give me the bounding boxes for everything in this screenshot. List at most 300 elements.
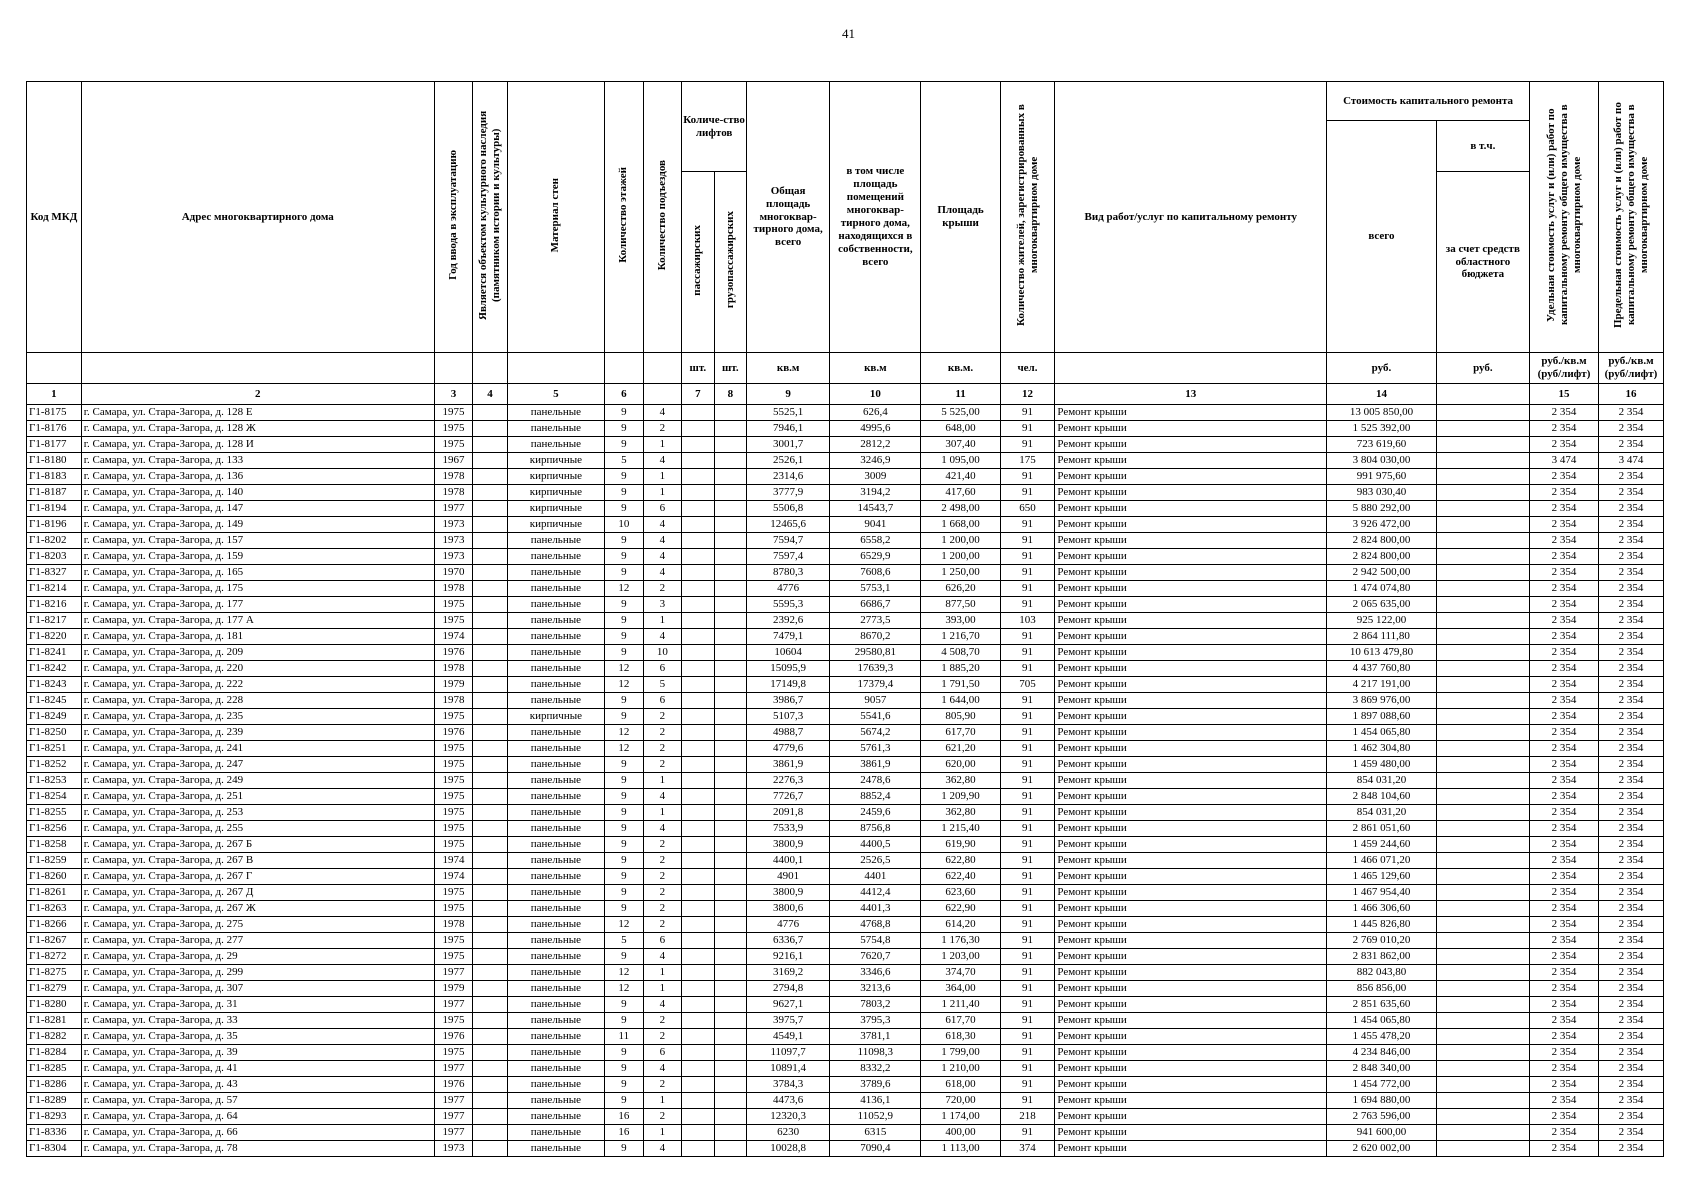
table-header <box>27 82 1664 405</box>
cell-unit-cost: 2 354 <box>1530 965 1599 981</box>
cell-roof-area: 417,60 <box>921 485 1000 501</box>
cell-address: г. Самара, ул. Стара-Загора, д. 128 Ж <box>81 421 434 437</box>
cell-area-total: 3975,7 <box>747 1013 830 1029</box>
cell-lifts-cargo <box>714 565 746 581</box>
cell-roof-area: 620,00 <box>921 757 1000 773</box>
header-lifts-passenger <box>682 172 714 353</box>
cell-roof-area: 1 885,20 <box>921 661 1000 677</box>
cell-address: г. Самара, ул. Стара-Загора, д. 43 <box>81 1077 434 1093</box>
cell-entrances: 6 <box>643 501 682 517</box>
table-row <box>27 1029 1664 1045</box>
cell-address: г. Самара, ул. Стара-Загора, д. 64 <box>81 1109 434 1125</box>
cell-area-owned: 17379,4 <box>830 677 921 693</box>
cell-entrances: 4 <box>643 629 682 645</box>
cell-floors: 16 <box>605 1109 644 1125</box>
cell-residents: 91 <box>1000 1077 1055 1093</box>
cell-work-type: Ремонт крыши <box>1055 1013 1327 1029</box>
table-row <box>27 645 1664 661</box>
unit-max-cost: руб./кв.м (руб/лифт) <box>1598 353 1663 384</box>
cell-lifts-passenger <box>682 965 714 981</box>
cell-cost-total: 1 465 129,60 <box>1327 869 1437 885</box>
repair-register-table <box>26 81 1664 1157</box>
cell-lifts-cargo <box>714 1077 746 1093</box>
cell-residents: 91 <box>1000 693 1055 709</box>
cell-lifts-passenger <box>682 789 714 805</box>
cell-heritage <box>473 821 507 837</box>
cell-cost-total: 1 455 478,20 <box>1327 1029 1437 1045</box>
cell-lifts-passenger <box>682 997 714 1013</box>
cell-cost-total: 1 694 880,00 <box>1327 1093 1437 1109</box>
cell-heritage <box>473 549 507 565</box>
cell-max-cost: 2 354 <box>1598 517 1663 533</box>
cell-code: Г1-8282 <box>27 1029 82 1045</box>
cell-area-total: 11097,7 <box>747 1045 830 1061</box>
column-number: 6 <box>605 384 644 405</box>
cell-work-type: Ремонт крыши <box>1055 1141 1327 1157</box>
cell-lifts-passenger <box>682 725 714 741</box>
cell-year: 1975 <box>434 597 473 613</box>
cell-max-cost: 2 354 <box>1598 933 1663 949</box>
cell-heritage <box>473 741 507 757</box>
cell-code: Г1-8285 <box>27 1061 82 1077</box>
cell-floors: 9 <box>605 885 644 901</box>
cell-work-type: Ремонт крыши <box>1055 1109 1327 1125</box>
cell-roof-area: 619,90 <box>921 837 1000 853</box>
cell-area-total: 7726,7 <box>747 789 830 805</box>
cell-roof-area: 622,80 <box>921 853 1000 869</box>
cell-area-owned: 8670,2 <box>830 629 921 645</box>
cell-year: 1974 <box>434 629 473 645</box>
cell-lifts-passenger <box>682 437 714 453</box>
cell-max-cost: 2 354 <box>1598 757 1663 773</box>
cell-lifts-passenger <box>682 837 714 853</box>
cell-lifts-passenger <box>682 757 714 773</box>
cell-lifts-cargo <box>714 1029 746 1045</box>
cell-area-owned: 6529,9 <box>830 549 921 565</box>
header-unit-cost-label: Удельная стоимость услуг и (или) работ по капитальному ремонту общего имущества в многоквартирном доме <box>1544 104 1583 326</box>
header-cost-incl: в т.ч. <box>1436 121 1529 172</box>
cell-area-total: 4400,1 <box>747 853 830 869</box>
cell-cost-total: 1 459 244,60 <box>1327 837 1437 853</box>
cell-cost-regional <box>1436 917 1529 933</box>
cell-wall-material: панельные <box>507 805 604 821</box>
cell-cost-regional <box>1436 693 1529 709</box>
cell-code: Г1-8249 <box>27 709 82 725</box>
cell-entrances: 1 <box>643 485 682 501</box>
cell-floors: 9 <box>605 1077 644 1093</box>
cell-area-owned: 11098,3 <box>830 1045 921 1061</box>
column-number: 14 <box>1327 384 1437 405</box>
cell-cost-total: 1 474 074,80 <box>1327 581 1437 597</box>
column-number: 5 <box>507 384 604 405</box>
cell-cost-regional <box>1436 501 1529 517</box>
cell-floors: 9 <box>605 1141 644 1157</box>
cell-work-type: Ремонт крыши <box>1055 405 1327 421</box>
cell-roof-area: 4 508,70 <box>921 645 1000 661</box>
cell-floors: 11 <box>605 1029 644 1045</box>
unit-cell <box>81 353 434 384</box>
cell-max-cost: 2 354 <box>1598 853 1663 869</box>
cell-unit-cost: 2 354 <box>1530 837 1599 853</box>
cell-cost-regional <box>1436 533 1529 549</box>
cell-unit-cost: 2 354 <box>1530 933 1599 949</box>
cell-cost-regional <box>1436 1061 1529 1077</box>
cell-heritage <box>473 469 507 485</box>
cell-residents: 91 <box>1000 885 1055 901</box>
cell-floors: 9 <box>605 773 644 789</box>
cell-unit-cost: 2 354 <box>1530 789 1599 805</box>
cell-work-type: Ремонт крыши <box>1055 1061 1327 1077</box>
cell-cost-total: 723 619,60 <box>1327 437 1437 453</box>
cell-roof-area: 393,00 <box>921 613 1000 629</box>
cell-roof-area: 364,00 <box>921 981 1000 997</box>
header-roof-area: Площадь крыши <box>921 82 1000 353</box>
header-cost-total: всего <box>1327 121 1437 353</box>
cell-max-cost: 2 354 <box>1598 773 1663 789</box>
cell-floors: 5 <box>605 453 644 469</box>
cell-entrances: 6 <box>643 1045 682 1061</box>
cell-area-total: 12465,6 <box>747 517 830 533</box>
cell-entrances: 2 <box>643 917 682 933</box>
cell-area-owned: 4412,4 <box>830 885 921 901</box>
cell-max-cost: 2 354 <box>1598 1141 1663 1157</box>
cell-cost-total: 4 234 846,00 <box>1327 1045 1437 1061</box>
cell-max-cost: 2 354 <box>1598 1077 1663 1093</box>
cell-cost-total: 13 005 850,00 <box>1327 405 1437 421</box>
cell-area-total: 6230 <box>747 1125 830 1141</box>
cell-roof-area: 307,40 <box>921 437 1000 453</box>
cell-roof-area: 1 095,00 <box>921 453 1000 469</box>
cell-max-cost: 2 354 <box>1598 917 1663 933</box>
cell-work-type: Ремонт крыши <box>1055 1077 1327 1093</box>
cell-heritage <box>473 917 507 933</box>
cell-wall-material: кирпичные <box>507 469 604 485</box>
cell-heritage <box>473 1077 507 1093</box>
cell-floors: 9 <box>605 533 644 549</box>
cell-code: Г1-8253 <box>27 773 82 789</box>
cell-max-cost: 2 354 <box>1598 1109 1663 1125</box>
cell-address: г. Самара, ул. Стара-Загора, д. 251 <box>81 789 434 805</box>
cell-lifts-passenger <box>682 741 714 757</box>
cell-wall-material: панельные <box>507 565 604 581</box>
cell-heritage <box>473 1093 507 1109</box>
table-body <box>27 405 1664 1157</box>
cell-heritage <box>473 1125 507 1141</box>
cell-cost-regional <box>1436 565 1529 581</box>
cell-entrances: 4 <box>643 565 682 581</box>
cell-area-owned: 5674,2 <box>830 725 921 741</box>
cell-cost-total: 2 942 500,00 <box>1327 565 1437 581</box>
cell-wall-material: панельные <box>507 581 604 597</box>
cell-cost-total: 1 467 954,40 <box>1327 885 1437 901</box>
cell-lifts-cargo <box>714 1045 746 1061</box>
cell-floors: 9 <box>605 693 644 709</box>
cell-area-owned: 2459,6 <box>830 805 921 821</box>
cell-wall-material: панельные <box>507 533 604 549</box>
header-residents-label: Количество жителей, зарегистрированных в многоквартирном доме <box>1014 104 1040 326</box>
cell-max-cost: 2 354 <box>1598 629 1663 645</box>
cell-heritage <box>473 725 507 741</box>
cell-cost-total: 10 613 479,80 <box>1327 645 1437 661</box>
cell-address: г. Самара, ул. Стара-Загора, д. 181 <box>81 629 434 645</box>
cell-code: Г1-8251 <box>27 741 82 757</box>
cell-cost-regional <box>1436 613 1529 629</box>
cell-lifts-passenger <box>682 869 714 885</box>
cell-address: г. Самара, ул. Стара-Загора, д. 239 <box>81 725 434 741</box>
cell-address: г. Самара, ул. Стара-Загора, д. 128 И <box>81 437 434 453</box>
cell-entrances: 2 <box>643 885 682 901</box>
header-lifts-cargo-label: грузопассажирских <box>723 211 736 309</box>
cell-lifts-cargo <box>714 1141 746 1157</box>
cell-wall-material: панельные <box>507 837 604 853</box>
cell-heritage <box>473 517 507 533</box>
cell-cost-total: 991 975,60 <box>1327 469 1437 485</box>
cell-lifts-cargo <box>714 453 746 469</box>
column-number: 10 <box>830 384 921 405</box>
cell-work-type: Ремонт крыши <box>1055 629 1327 645</box>
cell-cost-total: 1 459 480,00 <box>1327 757 1437 773</box>
cell-lifts-cargo <box>714 469 746 485</box>
cell-address: г. Самара, ул. Стара-Загора, д. 228 <box>81 693 434 709</box>
header-unit-cost <box>1530 82 1599 353</box>
header-max-cost-label: Предельная стоимость услуг и (или) работ по капитальному ремонту общего имущества в многоквартирном доме <box>1611 102 1650 328</box>
cell-lifts-cargo <box>714 517 746 533</box>
cell-lifts-cargo <box>714 725 746 741</box>
cell-entrances: 6 <box>643 933 682 949</box>
cell-max-cost: 2 354 <box>1598 549 1663 565</box>
cell-year: 1977 <box>434 1125 473 1141</box>
cell-roof-area: 1 644,00 <box>921 693 1000 709</box>
cell-cost-regional <box>1436 1093 1529 1109</box>
table-row <box>27 725 1664 741</box>
cell-lifts-cargo <box>714 949 746 965</box>
cell-roof-area: 1 668,00 <box>921 517 1000 533</box>
header-max-cost <box>1598 82 1663 353</box>
cell-work-type: Ремонт крыши <box>1055 421 1327 437</box>
cell-wall-material: кирпичные <box>507 453 604 469</box>
cell-area-owned: 7620,7 <box>830 949 921 965</box>
cell-area-owned: 3194,2 <box>830 485 921 501</box>
cell-lifts-cargo <box>714 485 746 501</box>
cell-unit-cost: 2 354 <box>1530 517 1599 533</box>
cell-lifts-cargo <box>714 549 746 565</box>
cell-cost-regional <box>1436 421 1529 437</box>
cell-work-type: Ремонт крыши <box>1055 917 1327 933</box>
header-address: Адрес многоквартирного дома <box>81 82 434 353</box>
cell-year: 1975 <box>434 421 473 437</box>
cell-area-total: 4776 <box>747 581 830 597</box>
cell-max-cost: 2 354 <box>1598 741 1663 757</box>
unit-cell <box>507 353 604 384</box>
cell-wall-material: панельные <box>507 1109 604 1125</box>
cell-floors: 9 <box>605 821 644 837</box>
cell-heritage <box>473 1013 507 1029</box>
cell-address: г. Самара, ул. Стара-Загора, д. 149 <box>81 517 434 533</box>
cell-wall-material: панельные <box>507 965 604 981</box>
cell-cost-regional <box>1436 549 1529 565</box>
cell-work-type: Ремонт крыши <box>1055 501 1327 517</box>
table-row <box>27 1141 1664 1157</box>
cell-lifts-passenger <box>682 485 714 501</box>
cell-area-owned: 4768,8 <box>830 917 921 933</box>
cell-year: 1975 <box>434 757 473 773</box>
cell-year: 1975 <box>434 437 473 453</box>
cell-year: 1976 <box>434 1029 473 1045</box>
cell-cost-total: 1 445 826,80 <box>1327 917 1437 933</box>
cell-lifts-passenger <box>682 597 714 613</box>
cell-entrances: 1 <box>643 965 682 981</box>
cell-cost-regional <box>1436 837 1529 853</box>
cell-wall-material: панельные <box>507 1029 604 1045</box>
cell-address: г. Самара, ул. Стара-Загора, д. 267 В <box>81 853 434 869</box>
table-row <box>27 741 1664 757</box>
cell-roof-area: 1 799,00 <box>921 1045 1000 1061</box>
cell-year: 1974 <box>434 869 473 885</box>
cell-cost-total: 2 848 340,00 <box>1327 1061 1437 1077</box>
cell-year: 1975 <box>434 1045 473 1061</box>
cell-entrances: 2 <box>643 757 682 773</box>
cell-code: Г1-8258 <box>27 837 82 853</box>
cell-lifts-cargo <box>714 869 746 885</box>
cell-max-cost: 2 354 <box>1598 613 1663 629</box>
cell-wall-material: панельные <box>507 885 604 901</box>
cell-area-total: 10891,4 <box>747 1061 830 1077</box>
cell-area-owned: 4400,5 <box>830 837 921 853</box>
cell-cost-regional <box>1436 1045 1529 1061</box>
cell-floors: 9 <box>605 869 644 885</box>
cell-roof-area: 720,00 <box>921 1093 1000 1109</box>
cell-area-total: 2091,8 <box>747 805 830 821</box>
cell-work-type: Ремонт крыши <box>1055 757 1327 773</box>
cell-code: Г1-8220 <box>27 629 82 645</box>
cell-max-cost: 2 354 <box>1598 1029 1663 1045</box>
cell-residents: 91 <box>1000 725 1055 741</box>
cell-cost-regional <box>1436 981 1529 997</box>
cell-cost-regional <box>1436 949 1529 965</box>
cell-work-type: Ремонт крыши <box>1055 613 1327 629</box>
cell-cost-regional <box>1436 933 1529 949</box>
cell-lifts-cargo <box>714 1061 746 1077</box>
cell-address: г. Самара, ул. Стара-Загора, д. 299 <box>81 965 434 981</box>
cell-cost-regional <box>1436 869 1529 885</box>
cell-address: г. Самара, ул. Стара-Загора, д. 267 Б <box>81 837 434 853</box>
cell-code: Г1-8336 <box>27 1125 82 1141</box>
cell-year: 1979 <box>434 981 473 997</box>
cell-cost-regional <box>1436 629 1529 645</box>
cell-unit-cost: 2 354 <box>1530 901 1599 917</box>
cell-residents: 374 <box>1000 1141 1055 1157</box>
cell-wall-material: панельные <box>507 917 604 933</box>
cell-work-type: Ремонт крыши <box>1055 837 1327 853</box>
cell-address: г. Самара, ул. Стара-Загора, д. 255 <box>81 821 434 837</box>
cell-unit-cost: 2 354 <box>1530 1029 1599 1045</box>
cell-max-cost: 2 354 <box>1598 485 1663 501</box>
cell-heritage <box>473 981 507 997</box>
cell-entrances: 6 <box>643 661 682 677</box>
cell-area-total: 5595,3 <box>747 597 830 613</box>
cell-work-type: Ремонт крыши <box>1055 853 1327 869</box>
cell-code: Г1-8261 <box>27 885 82 901</box>
cell-year: 1967 <box>434 453 473 469</box>
cell-cost-regional <box>1436 853 1529 869</box>
cell-entrances: 4 <box>643 549 682 565</box>
cell-wall-material: панельные <box>507 437 604 453</box>
cell-cost-regional <box>1436 677 1529 693</box>
cell-entrances: 4 <box>643 1061 682 1077</box>
cell-floors: 12 <box>605 965 644 981</box>
cell-floors: 9 <box>605 597 644 613</box>
cell-roof-area: 805,90 <box>921 709 1000 725</box>
cell-code: Г1-8203 <box>27 549 82 565</box>
column-number: 4 <box>473 384 507 405</box>
cell-entrances: 6 <box>643 693 682 709</box>
cell-unit-cost: 2 354 <box>1530 405 1599 421</box>
cell-unit-cost: 2 354 <box>1530 709 1599 725</box>
cell-cost-total: 2 851 635,60 <box>1327 997 1437 1013</box>
table-row <box>27 581 1664 597</box>
table-row <box>27 917 1664 933</box>
cell-address: г. Самара, ул. Стара-Загора, д. 235 <box>81 709 434 725</box>
cell-lifts-passenger <box>682 421 714 437</box>
cell-work-type: Ремонт крыши <box>1055 1045 1327 1061</box>
cell-unit-cost: 2 354 <box>1530 869 1599 885</box>
cell-lifts-cargo <box>714 1013 746 1029</box>
cell-lifts-passenger <box>682 501 714 517</box>
cell-max-cost: 2 354 <box>1598 1093 1663 1109</box>
cell-area-total: 3784,3 <box>747 1077 830 1093</box>
cell-wall-material: панельные <box>507 1077 604 1093</box>
cell-max-cost: 2 354 <box>1598 405 1663 421</box>
cell-residents: 103 <box>1000 613 1055 629</box>
cell-heritage <box>473 1029 507 1045</box>
cell-cost-regional <box>1436 773 1529 789</box>
header-wall-label: Материал стен <box>549 177 562 253</box>
table-row <box>27 517 1664 533</box>
cell-year: 1975 <box>434 741 473 757</box>
cell-heritage <box>473 805 507 821</box>
cell-floors: 9 <box>605 437 644 453</box>
cell-work-type: Ремонт крыши <box>1055 741 1327 757</box>
cell-entrances: 1 <box>643 437 682 453</box>
cell-max-cost: 2 354 <box>1598 949 1663 965</box>
cell-cost-regional <box>1436 885 1529 901</box>
cell-cost-regional <box>1436 757 1529 773</box>
cell-floors: 9 <box>605 757 644 773</box>
cell-max-cost: 2 354 <box>1598 693 1663 709</box>
cell-lifts-passenger <box>682 469 714 485</box>
cell-wall-material: панельные <box>507 997 604 1013</box>
cell-code: Г1-8252 <box>27 757 82 773</box>
cell-heritage <box>473 693 507 709</box>
cell-wall-material: панельные <box>507 821 604 837</box>
cell-area-owned: 4995,6 <box>830 421 921 437</box>
table-row <box>27 1109 1664 1125</box>
cell-unit-cost: 2 354 <box>1530 805 1599 821</box>
cell-entrances: 4 <box>643 997 682 1013</box>
cell-residents: 91 <box>1000 773 1055 789</box>
cell-address: г. Самара, ул. Стара-Загора, д. 35 <box>81 1029 434 1045</box>
cell-lifts-passenger <box>682 933 714 949</box>
cell-year: 1970 <box>434 565 473 581</box>
header-cost: Стоимость капитального ремонта <box>1327 82 1530 121</box>
cell-cost-total: 3 869 976,00 <box>1327 693 1437 709</box>
cell-lifts-cargo <box>714 709 746 725</box>
cell-heritage <box>473 581 507 597</box>
cell-entrances: 4 <box>643 789 682 805</box>
cell-work-type: Ремонт крыши <box>1055 997 1327 1013</box>
cell-roof-area: 1 174,00 <box>921 1109 1000 1125</box>
cell-lifts-cargo <box>714 1125 746 1141</box>
